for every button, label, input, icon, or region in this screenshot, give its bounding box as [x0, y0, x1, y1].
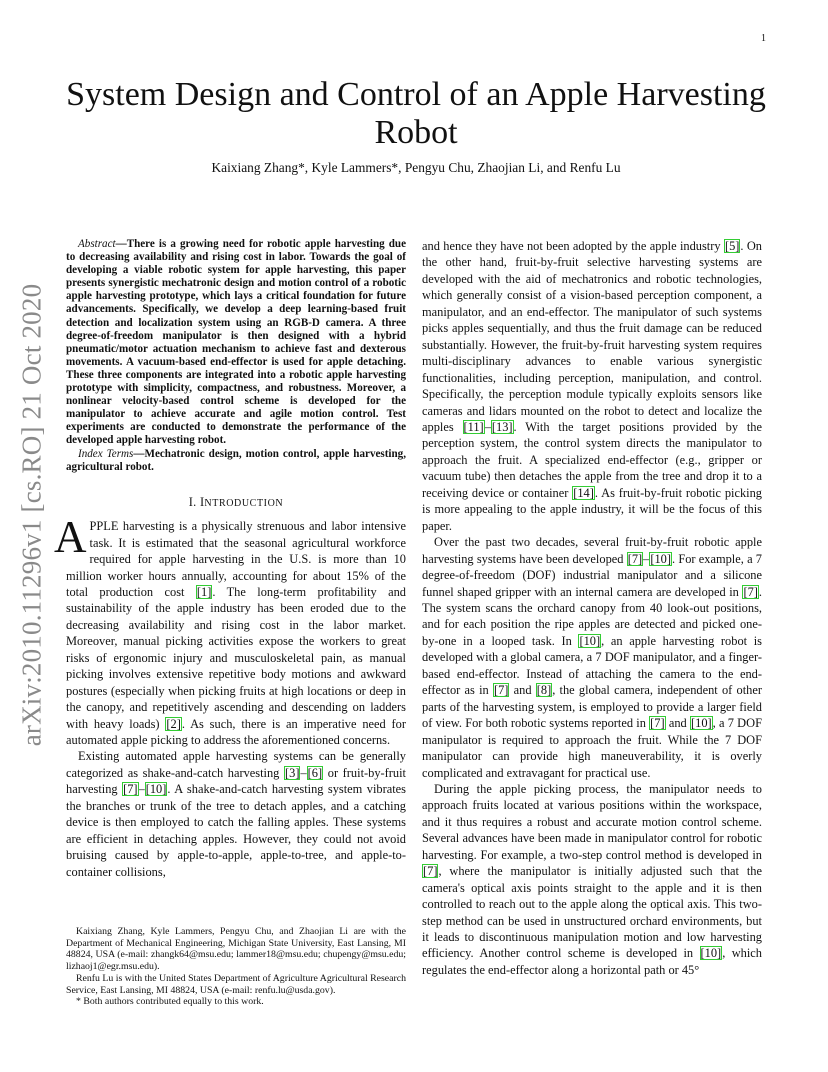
intro-paragraph-2-cont: and hence they have not been adopted by the apple industry [5]. On the other hand, fruit-by-fruit selective harvesting systems are developed with the aid of mechatronics and robotic technologies, which generally consist of a vision-based perception component, a manipulator, and an end-effector. The manipulator of such systems picks apples sequentially, and thus the fruit damage can be reduced substantially. However, the fruit-by-fruit harvesting system requires multi-disciplinary advances to enable various synergistic functionalities, including perception, manipulation, and control. Specifically, the perception module typically exploits sensors like cameras and lidars mounted on the robot to detect and localize the apples [11]–[13]. With the target positions provided by the perception system, the control system directs the manipulator to approach the fruit. A specialized end-effector (e.g., gripper or vacuum tube) then detaches the apple from the tree and drop it to a receiving device or container [14]. As fruit-by-fruit robotic picking is more appealing to the apple industry, it will be the focus of this paper.: [422, 239, 762, 533]
index-terms: [66, 448, 406, 474]
citation-link[interactable]: [3]: [285, 765, 300, 780]
footnote-equal-contribution: * Both authors contributed equally to this work.: [76, 996, 264, 1008]
citation-link[interactable]: [5]: [724, 239, 740, 253]
citation-link[interactable]: [7]: [650, 716, 665, 731]
citation-link[interactable]: [8]: [536, 683, 552, 698]
citation-link[interactable]: [7]: [743, 584, 758, 599]
arxiv-sidebar: [4, 250, 60, 780]
author-list: Kaixiang Zhang*, Kyle Lammers*, Pengyu Chu, Zhaojian Li, and Renfu Lu: [211, 160, 621, 175]
index-terms-label: Index Terms: [78, 447, 134, 460]
right-column: [422, 238, 762, 978]
citation-link[interactable]: [10]: [650, 551, 672, 566]
citation-link[interactable]: [14]: [573, 485, 594, 500]
section-heading-introduction: I. INTRODUCTION: [188, 494, 284, 509]
arxiv-identifier[interactable]: arXiv:2010.11296v1 [cs.RO] 21 Oct 2020: [16, 283, 47, 747]
abstract-text: —There is a growing need for robotic apple harvesting due to decreasing availability and rising cost in labor. Towards the goal of developing a viable robotic system for apple harvesting, this paper presents synergistic mechatronic design and motion control of a robotic apple harvesting prototype, which lays a critical foundation for future advancements. Specifically, we develop a deep learning-based fruit detection and localization system using an RGB-D camera. A three degree-of-freedom manipulator is then designed with a hybrid pneumatic/motor actuation mechanism to achieve fast and dexterous movements. A vacuum-based end-effector is used for apple detaching. These three components are integrated into a robotic apple harvesting prototype with simplicity, compactness, and robustness. Moreover, a nonlinear velocity-based control scheme is developed for the manipulator to achieve accurate and agile motion control. Test experiments are conducted to demonstrate the performance of the developed apple harvesting robot.: [66, 238, 406, 447]
footnotes: [66, 926, 406, 1008]
drop-cap: A: [54, 512, 87, 563]
citation-link[interactable]: [7]: [123, 782, 138, 797]
left-column: [54, 238, 406, 880]
paper-title: System Design and Control of an Apple Harvesting Robot: [66, 76, 766, 151]
intro-paragraph-4: During the apple picking process, the manipulator needs to approach fruits located at various positions within the workspace, and it thus requires a robust and accurate motion control scheme. Several advances have been made in manipulator control for robotic harvesting. For example, a two-step control method is developed in [7], where the manipulator is initially adjusted such that the camera's optical axis points straight to the apple and it is then controlled to reach out to the apple along the optical axis. This two-step method can be used in unstructured orchard environments, but it leads to discontinuous manipulation motion and low harvesting efficiency. Another control scheme is developed in [10], which regulates the end-effector along a horizontal path or 45°: [422, 781, 762, 977]
citation-link[interactable]: [2]: [166, 716, 181, 731]
citation-link[interactable]: [13]: [491, 419, 513, 434]
citation-link[interactable]: [10]: [700, 946, 722, 961]
intro-paragraph-1: APPLE harvesting is a physically strenuous and labor intensive task. It is estimated that the seasonal agricultural workforce required for apple harvesting in the U.S. is more than 10 million worker hours annually, accounting for about 15% of the total production cost [1]. The long-term profitability and sustainability of the apple industry has been eroded due to the decreasing availability and rising cost in the labor market. Moreover, manual picking activities expose the workers to great risks of ergonomic injury and musculoskeletal pain, as manual picking involves extensive repetitive body motions and awkward postures (especially when picking fruits at high locations or deep in the canopy, and repetitively ascending and descending on ladders with heavy loads) [2]. As such, there is an imperative need for automated apple picking to address the aforementioned concerns.: [54, 512, 406, 748]
abstract: [66, 238, 406, 448]
footnote-affiliation-msu: Kaixiang Zhang, Kyle Lammers, Pengyu Chu, and Zhaojian Li are with the Department of Mechanical Engineering, Michigan State University, East Lansing, MI 48824, USA (e-mail: zhangk64@msu.edu; lammer18@msu.edu; chupengy@msu.edu; lizhaoj1@egr.msu.edu).: [66, 926, 406, 973]
citation-link[interactable]: [11]: [463, 419, 484, 434]
citation-link[interactable]: [10]: [691, 716, 712, 731]
intro-paragraph-3: Over the past two decades, several fruit-by-fruit robotic apple harvesting systems have been developed [7]–[10]. For example, a 7 degree-of-freedom (DOF) industrial manipulator and a silicone funnel shaped gripper with an internal camera are developed in [7]. The system scans the orchard canopy from 40 look-out positions, and for each position the ripe apples are detected and picked one-by-one in a looped task. In [10], an apple harvesting robot is developed with a global camera, a 7 DOF manipulator, and a finger-based end-effector. Instead of attaching the camera to the end-effector as in [7] and [8], the global camera, independent of other parts of the harvesting system, is employed to provide a larger field of view. For both robotic systems reported in [7] and [10], a 7 DOF manipulator is required to approach the fruit. While the 7 DOF manipulator can provide high maneuverability, it is overly complicated and extravagant for practical use.: [422, 535, 762, 780]
citation-link[interactable]: [7]: [423, 864, 438, 879]
citation-link[interactable]: [10]: [145, 782, 167, 797]
citation-link[interactable]: [6]: [307, 765, 323, 780]
citation-link[interactable]: [1]: [196, 584, 212, 599]
intro-paragraph-2: Existing automated apple harvesting systems can be generally categorized as shake-and-catch harvesting [3]–[6] or fruit-by-fruit harvesting [7]–[10]. A shake-and-catch harvesting system vibrates the branches or trunk of the tree to detach apples, and a catching device is then employed to catch the falling apples. These systems are efficient in detaching apples. However, they could not avoid bruising caused by apple-to-apple, apple-to-tree, and apple-to-container collisions,: [66, 749, 406, 879]
citation-link[interactable]: [10]: [579, 633, 601, 648]
citation-link[interactable]: [7]: [627, 551, 643, 566]
page-number: 1: [761, 33, 766, 44]
abstract-label: Abstract: [78, 238, 116, 250]
footnote-affiliation-usda: Renfu Lu is with the United States Department of Agriculture Agricultural Research Service, East Lansing, MI 48824, USA (e-mail: renfu.lu@usda.gov).: [66, 972, 407, 996]
index-terms-text: —Mechatronic design, motion control, apple harvesting, agricultural robot.: [66, 447, 406, 473]
citation-link[interactable]: [7]: [493, 683, 509, 698]
